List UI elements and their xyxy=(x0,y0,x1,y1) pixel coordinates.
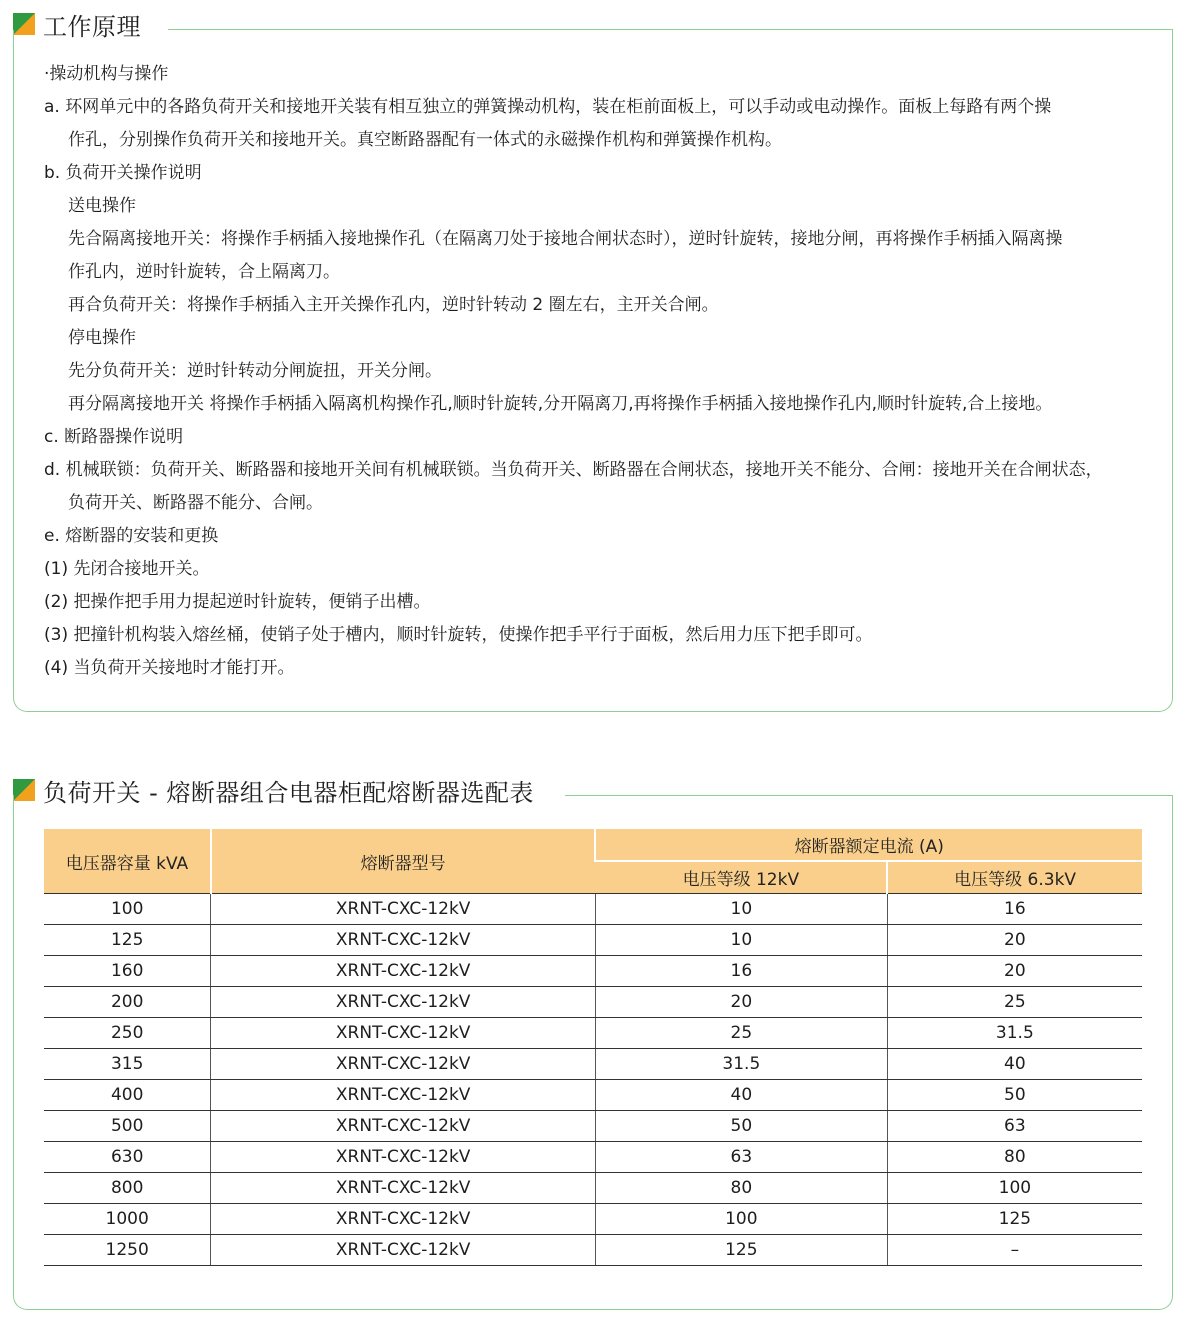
cell-capacity: 200 xyxy=(44,987,211,1018)
col-header-6-3kv: 电压等级 6.3kV xyxy=(887,861,1142,894)
cell-current-12kv: 100 xyxy=(595,1204,887,1235)
cell-current-12kv: 25 xyxy=(595,1018,887,1049)
cell-current-6-3kv: 100 xyxy=(887,1173,1142,1204)
text-line: 再合负荷开关：将操作手柄插入主开关操作孔内，逆时针转动 2 圈左右，主开关合闸。 xyxy=(68,295,719,315)
cell-model: XRNT-CXC-12kV xyxy=(211,1142,596,1173)
cell-current-6-3kv: 20 xyxy=(887,956,1142,987)
cell-current-6-3kv: 31.5 xyxy=(887,1018,1142,1049)
cell-current-12kv: 50 xyxy=(595,1111,887,1142)
cell-current-6-3kv: 16 xyxy=(887,894,1142,925)
text-line: d. 机械联锁：负荷开关、断路器和接地开关间有机械联锁。当负荷开关、断路器在合闸状态，接地开关不能分、合闸：接地开关在合闸状态， xyxy=(44,460,1103,480)
working-principle-text xyxy=(44,58,1154,685)
cell-model: XRNT-CXC-12kV xyxy=(211,1018,596,1049)
cell-current-6-3kv: 40 xyxy=(887,1049,1142,1080)
table-row xyxy=(44,987,1142,1018)
cell-current-12kv: 10 xyxy=(595,925,887,956)
cell-current-6-3kv: 50 xyxy=(887,1080,1142,1111)
cell-model: XRNT-CXC-12kV xyxy=(211,925,596,956)
section-title: 工作原理 xyxy=(43,7,151,42)
cell-model: XRNT-CXC-12kV xyxy=(211,956,596,987)
cell-capacity: 100 xyxy=(44,894,211,925)
table-row xyxy=(44,956,1142,987)
cell-current-12kv: 10 xyxy=(595,894,887,925)
col-header-capacity: 电压器容量 kVA xyxy=(44,829,211,894)
col-header-12kv: 电压等级 12kV xyxy=(595,861,887,894)
table-row xyxy=(44,1142,1142,1173)
cell-capacity: 500 xyxy=(44,1111,211,1142)
text-line: b. 负荷开关操作说明 xyxy=(44,163,202,183)
cell-current-6-3kv: 125 xyxy=(887,1204,1142,1235)
table-row xyxy=(44,1049,1142,1080)
text-line: (1) 先闭合接地开关。 xyxy=(44,559,210,579)
cell-current-6-3kv: 80 xyxy=(887,1142,1142,1173)
cell-current-6-3kv: 63 xyxy=(887,1111,1142,1142)
col-header-rated-current: 熔断器额定电流 (A) xyxy=(595,829,1142,861)
table-row xyxy=(44,1235,1142,1266)
cell-current-12kv: 63 xyxy=(595,1142,887,1173)
text-line: c. 断路器操作说明 xyxy=(44,427,184,447)
cell-current-12kv: 80 xyxy=(595,1173,887,1204)
text-line: (4) 当负荷开关接地时才能打开。 xyxy=(44,658,295,678)
section-title: 负荷开关 - 熔断器组合电器柜配熔断器选配表 xyxy=(43,773,544,808)
cell-model: XRNT-CXC-12kV xyxy=(211,1173,596,1204)
text-line: 停电操作 xyxy=(68,328,136,348)
text-line: 作孔，分别操作负荷开关和接地开关。真空断路器配有一体式的永磁操作机构和弹簧操作机构。 xyxy=(68,130,782,150)
cell-capacity: 160 xyxy=(44,956,211,987)
cell-model: XRNT-CXC-12kV xyxy=(211,1204,596,1235)
cell-current-12kv: 31.5 xyxy=(595,1049,887,1080)
table-row xyxy=(44,1111,1142,1142)
table-row xyxy=(44,894,1142,925)
cell-capacity: 250 xyxy=(44,1018,211,1049)
cell-capacity: 125 xyxy=(44,925,211,956)
text-line: e. 熔断器的安装和更换 xyxy=(44,526,219,546)
cell-current-12kv: 125 xyxy=(595,1235,887,1266)
table-row xyxy=(44,1080,1142,1111)
cell-model: XRNT-CXC-12kV xyxy=(211,1080,596,1111)
text-line: 作孔内，逆时针旋转，合上隔离刀。 xyxy=(68,262,340,282)
table-row xyxy=(44,1173,1142,1204)
cell-capacity: 1250 xyxy=(44,1235,211,1266)
text-line: (3) 把撞针机构装入熔丝桶，使销子处于槽内，顺时针旋转，使操作把手平行于面板，然后用力压下把手即可。 xyxy=(44,625,873,645)
text-line: 先分负荷开关：逆时针转动分闸旋扭，开关分闸。 xyxy=(68,361,442,381)
cell-current-6-3kv: 20 xyxy=(887,925,1142,956)
cell-capacity: 1000 xyxy=(44,1204,211,1235)
text-line: ·操动机构与操作 xyxy=(44,64,169,84)
cell-capacity: 630 xyxy=(44,1142,211,1173)
col-header-model: 熔断器型号 xyxy=(211,829,596,894)
text-line: 送电操作 xyxy=(68,196,136,216)
text-line: 再分隔离接地开关 将操作手柄插入隔离机构操作孔,顺时针旋转,分开隔离刀,再将操作手柄插入接地操作孔内,顺时针旋转,合上接地。 xyxy=(68,394,1053,414)
cell-capacity: 400 xyxy=(44,1080,211,1111)
table-row xyxy=(44,925,1142,956)
table-body xyxy=(44,894,1142,1266)
cell-current-6-3kv: – xyxy=(887,1235,1142,1266)
cell-current-12kv: 16 xyxy=(595,956,887,987)
cell-current-12kv: 40 xyxy=(595,1080,887,1111)
cell-current-12kv: 20 xyxy=(595,987,887,1018)
text-line: 先合隔离接地开关：将操作手柄插入接地操作孔（在隔离刀处于接地合闸状态时），逆时针旋转，接地分闸，再将操作手柄插入隔离操 xyxy=(68,229,1063,249)
cell-model: XRNT-CXC-12kV xyxy=(211,987,596,1018)
text-line: (2) 把操作把手用力提起逆时针旋转，便销子出槽。 xyxy=(44,592,431,612)
cell-model: XRNT-CXC-12kV xyxy=(211,1235,596,1266)
text-line: a. 环网单元中的各路负荷开关和接地开关装有相互独立的弹簧操动机构，装在柜前面板上，可以手动或电动操作。面板上每路有两个操 xyxy=(44,97,1052,117)
cell-capacity: 315 xyxy=(44,1049,211,1080)
cell-capacity: 800 xyxy=(44,1173,211,1204)
cell-current-6-3kv: 25 xyxy=(887,987,1142,1018)
cell-model: XRNT-CXC-12kV xyxy=(211,1111,596,1142)
table-row xyxy=(44,1018,1142,1049)
fuse-selection-table xyxy=(44,829,1142,1266)
text-line: 负荷开关、断路器不能分、合闸。 xyxy=(68,493,323,513)
cell-model: XRNT-CXC-12kV xyxy=(211,1049,596,1080)
cell-model: XRNT-CXC-12kV xyxy=(211,894,596,925)
table-row xyxy=(44,1204,1142,1235)
